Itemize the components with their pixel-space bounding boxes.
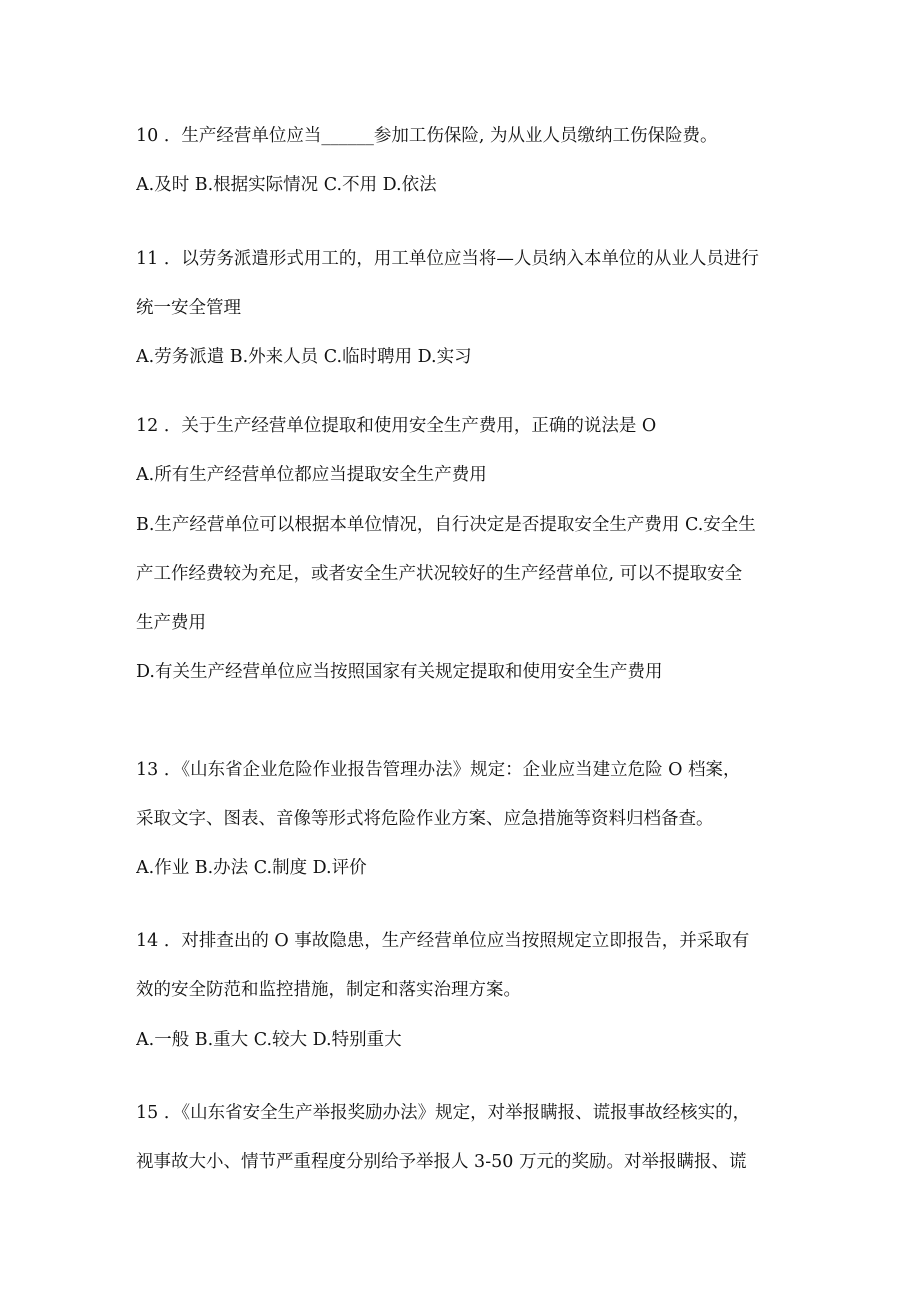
- question-15-text-line-2: 视事故大小、情节严重程度分别给予举报人 3-50 万元的奖励。对举报瞒报、谎: [136, 1152, 747, 1172]
- question-13-text-line-1: 13 ．《山东省企业危险作业报告管理办法》规定：企业应当建立危险 O 档案，: [136, 760, 741, 780]
- question-12-option-b-line-3: 生产费用: [136, 613, 206, 633]
- question-12-option-d: D.有关生产经营单位应当按照国家有关规定提取和使用安全生产费用: [136, 662, 663, 682]
- question-14-options: A.一般 B.重大 C.较大 D.特别重大: [136, 1030, 402, 1050]
- question-14-text-line-1: 14 ．对排查出的 O 事故隐患，生产经营单位应当按照规定立即报告，并采取有: [136, 931, 750, 951]
- question-12-option-b-line-2: 产工作经费较为充足，或者安全生产状况较好的生产经营单位, 可以不提取安全: [136, 564, 743, 584]
- question-11-options: A.劳务派遣 B.外来人员 C.临时聘用 D.实习: [136, 347, 472, 367]
- question-11-text-line-2: 统一安全管理: [136, 298, 241, 318]
- question-12-text: 12 ．关于生产经营单位提取和使用安全生产费用，正确的说法是 O: [136, 416, 657, 436]
- question-14-text-line-2: 效的安全防范和监控措施，制定和落实治理方案。: [136, 980, 521, 1000]
- question-12-option-b-line-1: B.生产经营单位可以根据本单位情况，自行决定是否提取安全生产费用 C.安全生: [136, 515, 756, 535]
- question-13-options: A.作业 B.办法 C.制度 D.评价: [136, 858, 367, 878]
- question-11-text-line-1: 11 ．以劳务派遣形式用工的，用工单位应当将—人员纳入本单位的从业人员进行: [136, 249, 759, 269]
- question-15-text-line-1: 15 ．《山东省安全生产举报奖励办法》规定，对举报瞒报、谎报事故经核实的，: [136, 1103, 751, 1123]
- question-10-options: A.及时 B.根据实际情况 C.不用 D.依法: [136, 175, 437, 195]
- question-10-text: 10 ．生产经营单位应当______参加工伤保险, 为从业人员缴纳工伤保险费。: [136, 126, 718, 146]
- question-12-option-a: A.所有生产经营单位都应当提取安全生产费用: [136, 465, 487, 485]
- question-13-text-line-2: 采取文字、图表、音像等形式将危险作业方案、应急措施等资料归档备查。: [136, 809, 714, 829]
